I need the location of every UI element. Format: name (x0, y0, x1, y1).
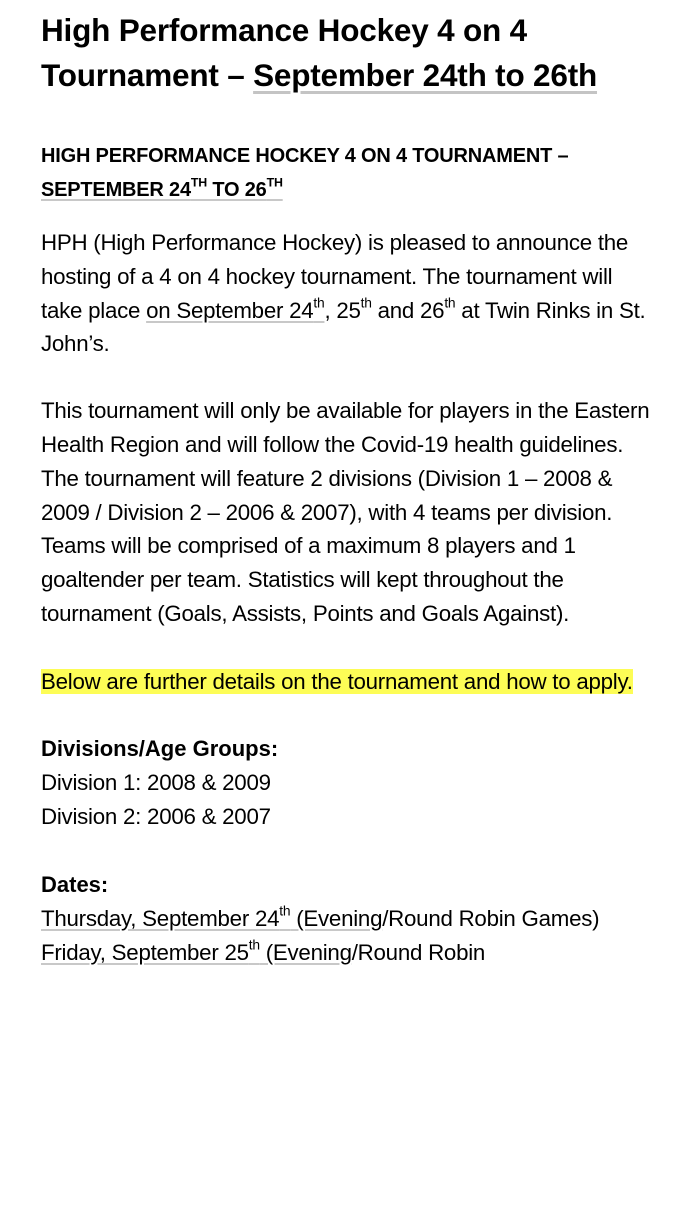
divisions-label: Divisions/Age Groups: (41, 735, 279, 761)
date-sup: th (279, 902, 291, 919)
title-date-link[interactable]: September 24th to 26th (253, 57, 598, 93)
dates-section (41, 868, 655, 970)
division-item: Division 2: 2006 & 2007 (41, 803, 271, 829)
highlighted-text: Below are further details on the tournament and how to apply. (41, 668, 633, 694)
subhead-date-start: SEPTEMBER 24 (41, 179, 191, 201)
date-sup: th (248, 936, 260, 953)
subhead-text: HIGH PERFORMANCE HOCKEY 4 ON 4 TOURNAMENT – (41, 145, 569, 167)
date-link-tail: (Evening (259, 939, 352, 965)
title-text: High Performance Hockey 4 on 4 Tournament – (41, 12, 527, 93)
subhead-date-start-link[interactable] (41, 175, 207, 201)
subhead-date-end-link[interactable] (207, 175, 283, 201)
details-paragraph: This tournament will only be available for players in the Eastern Health Region and will follow the Covid-19 health guidelines. The tournament will feature 2 divisions (Division 1 – 2008 & 2009 / Division 2 – 2006 & 2007), with 4 teams per division. Teams will be comprised of a maximum 8 players and 1 goaltender per team. Statistics will kept throughout the tournament (Goals, Assists, Points and Goals Against). (41, 398, 650, 626)
intro-date-text: on September 24 (146, 297, 314, 323)
page-title (41, 8, 655, 98)
intro-text: and 26 (371, 297, 445, 323)
section-heading (41, 139, 655, 207)
subhead-date-start-sup: TH (190, 175, 207, 190)
dates-label: Dates: (41, 871, 109, 897)
divisions-section (41, 732, 655, 834)
date-text: Thursday, September 24 (41, 905, 280, 931)
division-item: Division 1: 2008 & 2009 (41, 769, 271, 795)
intro-text: HPH (High Performance Hockey) is pleased to announce the hosting of a 4 on 4 hockey tournament. The tournament will take place (41, 230, 629, 323)
date-link[interactable] (41, 936, 352, 965)
highlighted-note (41, 665, 655, 699)
date-item (41, 936, 655, 970)
date-rest: /Round Robin (351, 939, 486, 965)
intro-paragraph (41, 226, 655, 361)
intro-sup: th (360, 294, 372, 311)
date-link[interactable] (41, 902, 383, 931)
intro-text: , 25 (324, 297, 361, 323)
date-text: Friday, September 25 (41, 939, 249, 965)
intro-sup: th (313, 294, 325, 311)
intro-text: at Twin Rinks in St. John’s. (41, 297, 646, 357)
date-rest: /Round Robin Games) (382, 905, 600, 931)
subhead-date-end-sup: TH (266, 175, 283, 190)
intro-sup: th (444, 294, 456, 311)
date-link-tail: (Evening (290, 905, 383, 931)
article (0, 8, 695, 970)
subhead-date-end: TO 26 (207, 179, 267, 201)
date-item (41, 902, 655, 936)
intro-date-link[interactable] (146, 294, 325, 323)
